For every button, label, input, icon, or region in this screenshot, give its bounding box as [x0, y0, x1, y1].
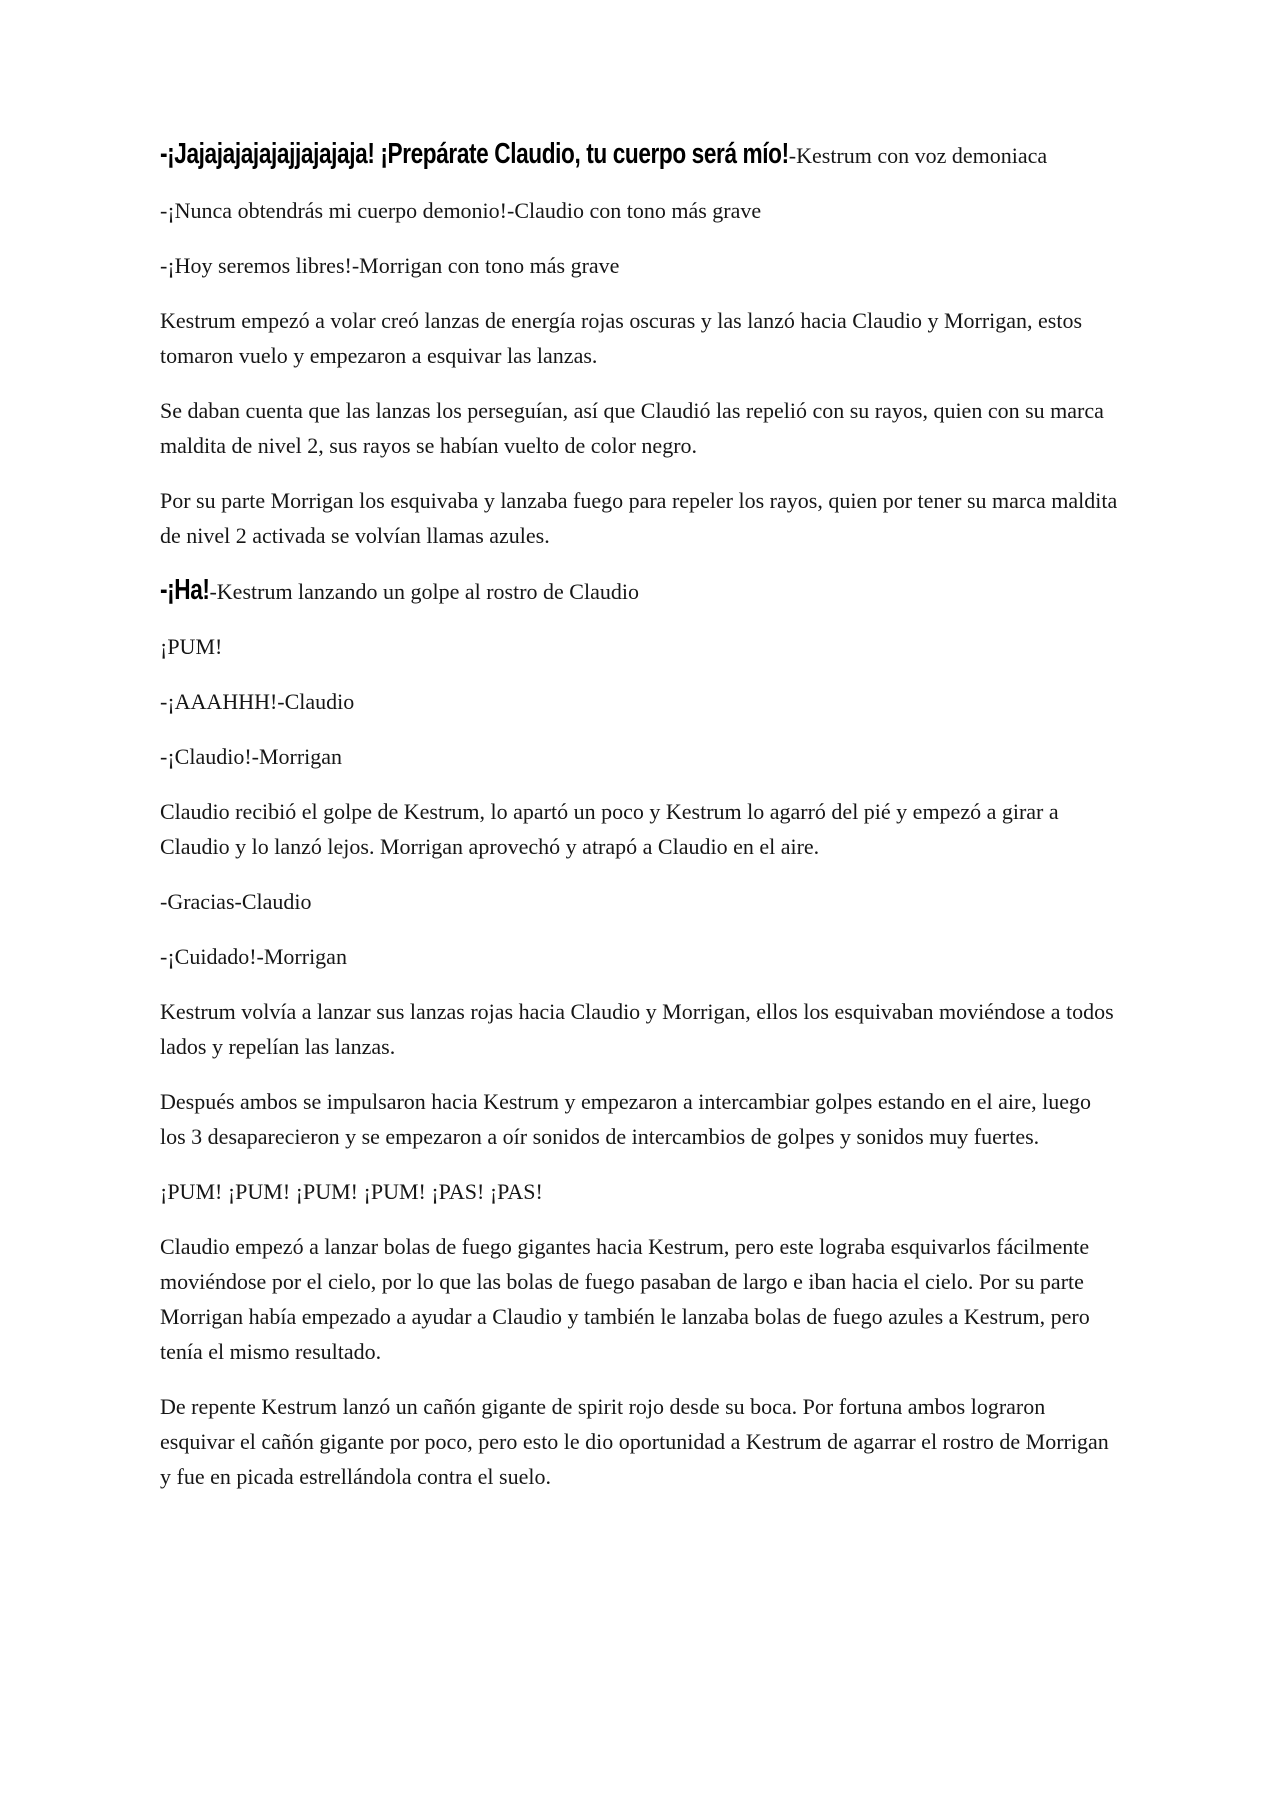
paragraph: [160, 994, 1120, 1064]
paragraph: [160, 573, 1120, 609]
text-run: Claudio empezó a lanzar bolas de fuego gigantes hacia Kestrum, pero este lograba esquivarlos fácilmente moviéndose por el cielo, por lo que las bolas de fuego pasaban de largo e iban hacia el cielo. Por su parte Morrigan había empezado a ayudar a Claudio y también le lanzaba bolas de fuego azules a Kestrum, pero tenía el mismo resultado.: [160, 1234, 1090, 1364]
paragraph: [160, 303, 1120, 373]
text-run: Después ambos se impulsaron hacia Kestrum y empezaron a intercambiar golpes estando en el aire, luego los 3 desaparecieron y se empezaron a oír sonidos de intercambios de golpes y sonidos muy fuertes.: [160, 1089, 1092, 1149]
text-run: -Kestrum con voz demoniaca: [788, 143, 1048, 168]
text-run: -¡Hoy seremos libres!-Morrigan con tono más grave: [160, 253, 620, 278]
paragraph: [160, 884, 1120, 919]
paragraph: [160, 684, 1120, 719]
shout-text-run: -¡Jajajajajajajjajajaja! ¡Prepárate Claudio, tu cuerpo será mío!: [160, 138, 789, 170]
paragraph: [160, 393, 1120, 463]
text-run: Kestrum empezó a volar creó lanzas de energía rojas oscuras y las lanzó hacia Claudio y Morrigan, estos tomaron vuelo y empezaron a esquivar las lanzas.: [160, 308, 1083, 368]
paragraph: [160, 939, 1120, 974]
paragraph: [160, 137, 1120, 173]
text-run: Kestrum volvía a lanzar sus lanzas rojas hacia Claudio y Morrigan, ellos los esquivaban moviéndose a todos lados y repelían las lanzas.: [160, 999, 1114, 1059]
paragraph: [160, 1229, 1120, 1369]
paragraph: [160, 193, 1120, 228]
text-run: -¡Nunca obtendrás mi cuerpo demonio!-Claudio con tono más grave: [160, 198, 762, 223]
text-run: De repente Kestrum lanzó un cañón gigante de spirit rojo desde su boca. Por fortuna ambos lograron esquivar el cañón gigante por poco, pero esto le dio oportunidad a Kestrum de agarrar el rostro de Morrigan y fue en picada estrellándola contra el suelo.: [160, 1394, 1109, 1489]
text-run: Por su parte Morrigan los esquivaba y lanzaba fuego para repeler los rayos, quien por tener su marca maldita de nivel 2 activada se volvían llamas azules.: [160, 488, 1118, 548]
paragraph: [160, 794, 1120, 864]
text-run: -¡Claudio!-Morrigan: [160, 744, 343, 769]
text-run: -Gracias-Claudio: [160, 889, 312, 914]
paragraph: [160, 1084, 1120, 1154]
paragraph: [160, 483, 1120, 553]
paragraph: [160, 1174, 1120, 1209]
text-run: ¡PUM!: [160, 634, 223, 659]
text-run: -¡Cuidado!-Morrigan: [160, 944, 347, 969]
paragraph: [160, 1389, 1120, 1494]
paragraph: [160, 739, 1120, 774]
text-run: Claudio recibió el golpe de Kestrum, lo apartó un poco y Kestrum lo agarró del pié y empezó a girar a Claudio y lo lanzó lejos. Morrigan aprovechó y atrapó a Claudio en el aire.: [160, 799, 1059, 859]
text-run: -Kestrum lanzando un golpe al rostro de Claudio: [209, 579, 639, 604]
paragraph: [160, 629, 1120, 664]
text-run: Se daban cuenta que las lanzas los perseguían, así que Claudió las repelió con su rayos, quien con su marca maldita de nivel 2, sus rayos se habían vuelto de color negro.: [160, 398, 1104, 458]
text-run: -¡AAAHHH!-Claudio: [160, 689, 355, 714]
text-run: ¡PUM! ¡PUM! ¡PUM! ¡PUM! ¡PAS! ¡PAS!: [160, 1179, 543, 1204]
shout-text-run: -¡Ha!: [160, 574, 210, 606]
paragraph: [160, 248, 1120, 283]
